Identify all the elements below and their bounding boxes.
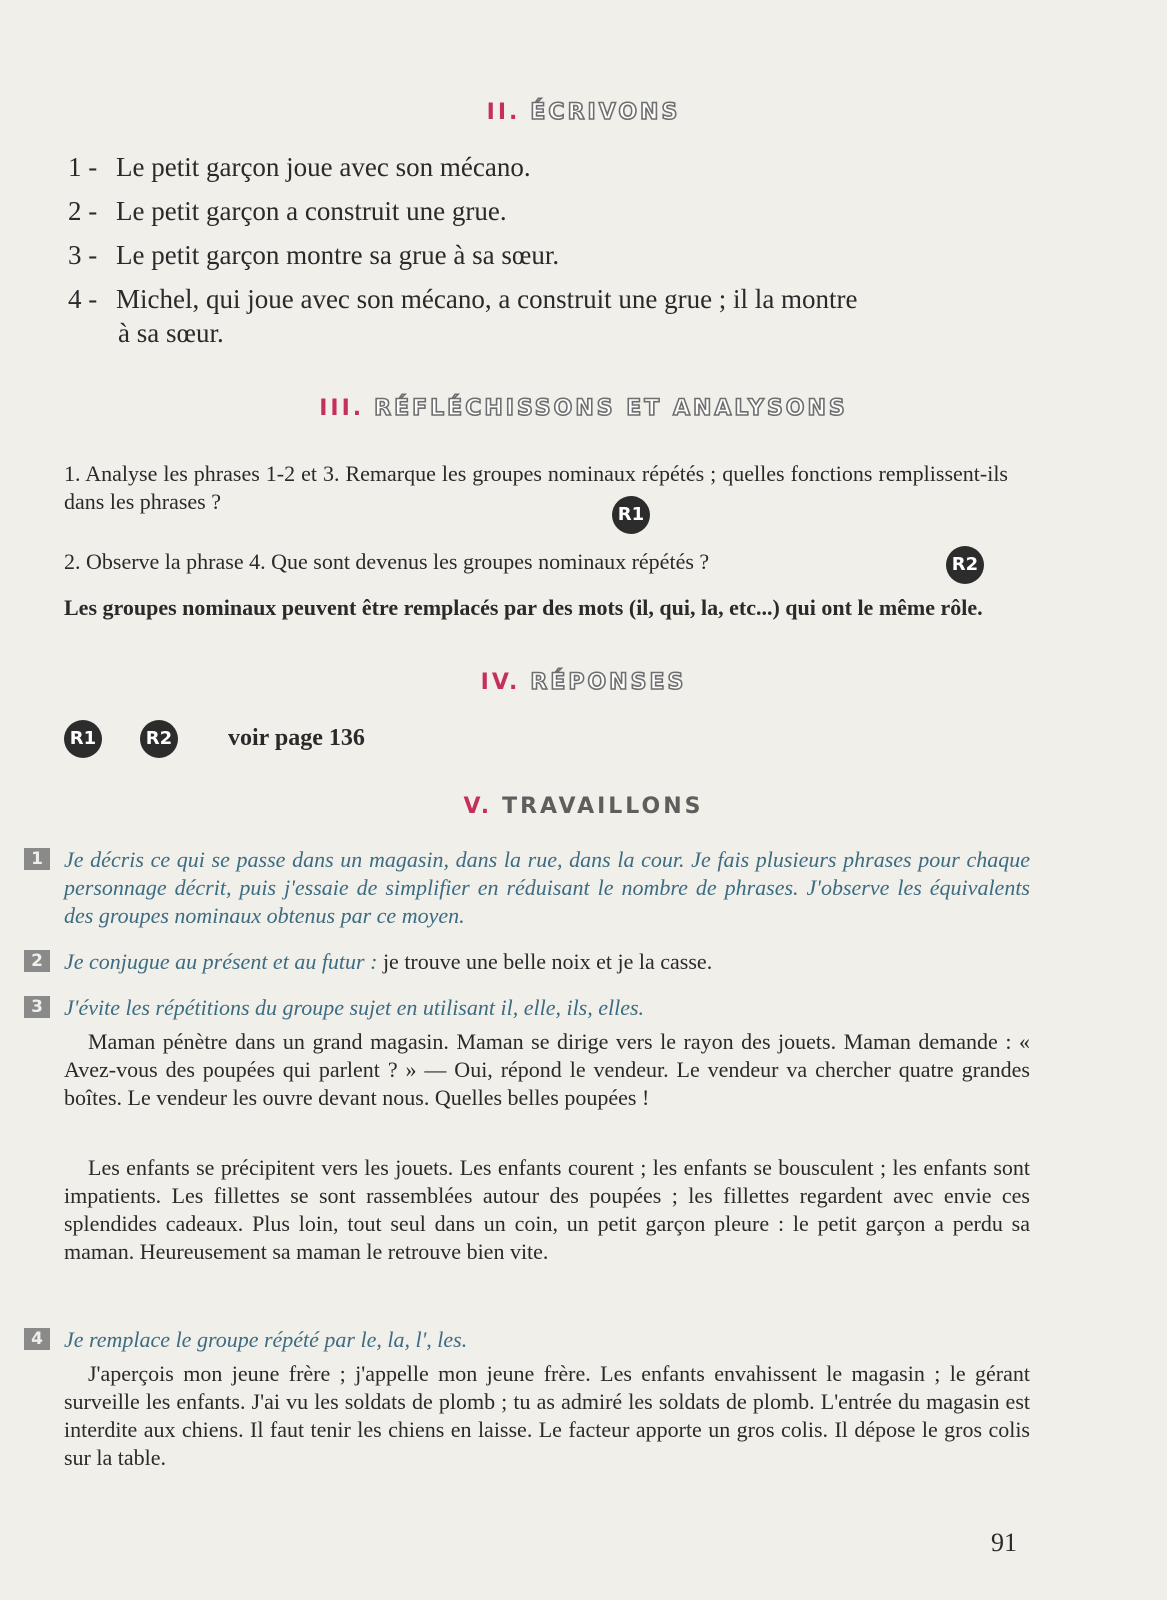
exercise-3-paragraph-1: Maman pénètre dans un grand magasin. Maman se dirige vers le rayon des jouets. Maman demande : « Avez-vous des poupées qui parlent ? » — Oui, répond le vendeur. Le vendeur va chercher quatre grandes boîtes. Le vendeur les ouvre devant nous. Quelles belles poupées ! [64, 1029, 1030, 1110]
r1-badge: R1 [612, 496, 650, 534]
exercise-number-3: 3 [24, 996, 50, 1018]
r2-badge: R2 [946, 546, 984, 584]
section-title: RÉPONSES [530, 670, 687, 695]
sentence-4 [68, 284, 858, 315]
sentence-text: Le petit garçon a construit une grue. [116, 196, 507, 226]
section-number: IV. [480, 670, 521, 695]
exercise-2-instruction: Je conjugue au présent et au futur : [64, 949, 378, 974]
exercise-number-1: 1 [24, 848, 50, 870]
sentence-text: Le petit garçon joue avec son mécano. [116, 152, 531, 182]
section-number: V. [463, 794, 493, 819]
exercise-number-4: 4 [24, 1328, 50, 1350]
sentence-text: Le petit garçon montre sa grue à sa sœur. [116, 240, 560, 270]
section-title: ÉCRIVONS [530, 100, 681, 125]
r1-badge: R1 [64, 720, 102, 758]
exercise-4-instruction: Je remplace le groupe répété par le, la, l', les. [64, 1327, 468, 1352]
page-number: 91 [991, 1528, 1017, 1557]
r2-badge: R2 [140, 720, 178, 758]
section-heading-travaillons [0, 794, 1167, 819]
analysis-question-2: 2. Observe la phrase 4. Que sont devenus les groupes nominaux répétés ? [64, 549, 710, 574]
sentence-number: 4 - [68, 284, 98, 314]
sentence-3 [68, 240, 559, 271]
responses-page-reference: voir page 136 [228, 725, 365, 751]
analysis-question-1: 1. Analyse les phrases 1-2 et 3. Remarque les groupes nominaux répétés ; quelles fonctions remplissent-ils dans les phrases ? [64, 461, 1008, 514]
section-heading-ecrivons [0, 100, 1167, 125]
sentence-2 [68, 196, 507, 227]
section-title: TRAVAILLONS [502, 794, 704, 819]
grammar-rule: Les groupes nominaux peuvent être remplacés par des mots (il, qui, la, etc...) qui ont le même rôle. [64, 595, 983, 620]
section-heading-reflechissons [0, 396, 1167, 421]
exercise-number-2: 2 [24, 950, 50, 972]
exercise-1-instruction: Je décris ce qui se passe dans un magasin, dans la rue, dans la cour. Je fais plusieurs phrases pour chaque personnage décrit, puis j'essaie de simplifier en réduisant le nombre de phrases. J'observe les équivalents des groupes nominaux obtenus par ce moyen. [64, 847, 1030, 928]
section-title: RÉFLÉCHISSONS ET ANALYSONS [374, 396, 848, 421]
sentence-number: 1 - [68, 152, 98, 182]
sentence-text: Michel, qui joue avec son mécano, a construit une grue ; il la montre [116, 284, 858, 314]
exercise-3-paragraph-2: Les enfants se précipitent vers les jouets. Les enfants courent ; les enfants se bousculent ; les enfants sont impatients. Les fillettes se sont rassemblées autour des poupées ; les fillettes regardent avec envie ces splendides cadeaux. Plus loin, tout seul dans un coin, un petit garçon pleure : le petit garçon a perdu sa maman. Heureusement sa maman le retrouve bien vite. [64, 1155, 1030, 1264]
sentence-number: 2 - [68, 196, 98, 226]
exercise-2 [64, 948, 1030, 976]
exercise-3-instruction: J'évite les répétitions du groupe sujet en utilisant il, elle, ils, elles. [64, 995, 645, 1020]
section-heading-reponses [0, 670, 1167, 695]
sentence-number: 3 - [68, 240, 98, 270]
section-number: II. [486, 100, 521, 125]
exercise-4-paragraph: J'aperçois mon jeune frère ; j'appelle mon jeune frère. Les enfants envahissent le magasin ; le gérant surveille les enfants. J'ai vu les soldats de plomb ; tu as admiré les soldats de plomb. L'entrée du magasin est interdite aux chiens. Il faut tenir les chiens en laisse. Le facteur apporte un gros colis. Il dépose le gros colis sur la table. [64, 1361, 1030, 1470]
exercise-2-text: je trouve une belle noix et je la casse. [377, 949, 713, 974]
section-number: III. [319, 396, 365, 421]
sentence-1 [68, 152, 531, 183]
sentence-4-continuation: à sa sœur. [118, 318, 224, 348]
